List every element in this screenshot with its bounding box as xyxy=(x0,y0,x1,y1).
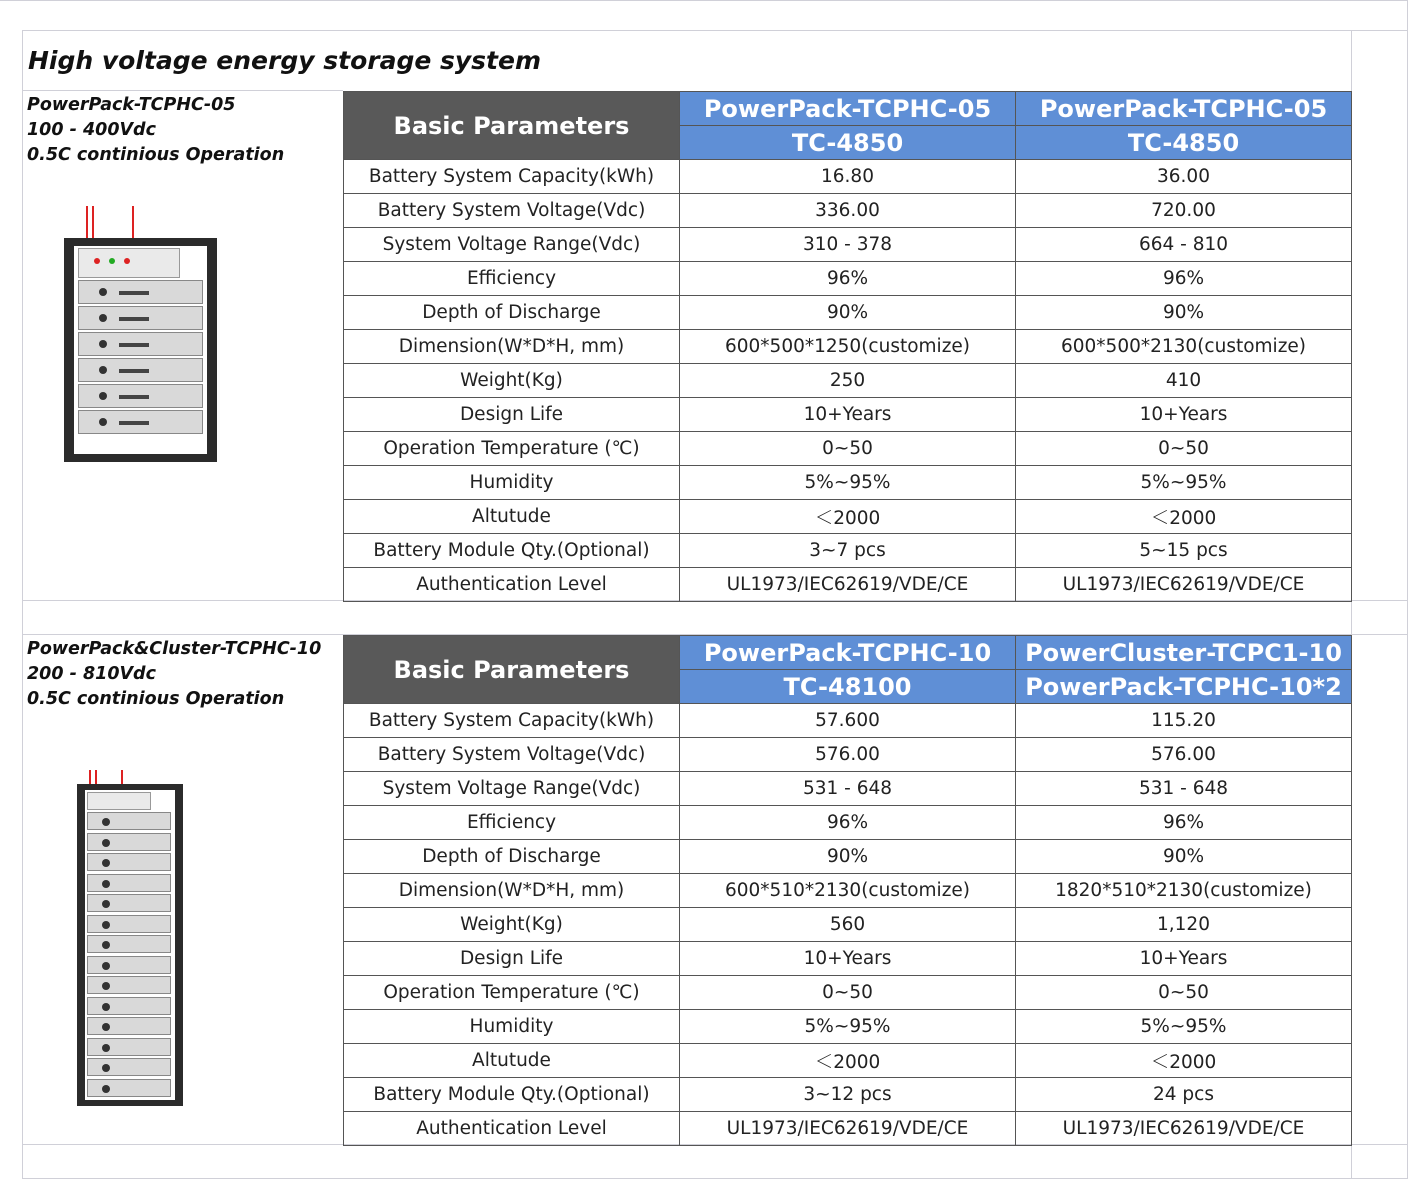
battery-module xyxy=(87,853,171,871)
parameter-label: Efficiency xyxy=(344,806,680,840)
battery-module xyxy=(87,956,171,974)
battery-module xyxy=(87,894,171,912)
parameter-value: UL1973/IEC62619/VDE/CE xyxy=(1016,1112,1352,1146)
parameter-value: 576.00 xyxy=(680,738,1016,772)
indicator-light xyxy=(94,258,100,264)
parameter-value: ＜2000 xyxy=(680,500,1016,534)
battery-rack-image xyxy=(64,206,219,466)
parameter-label: Dimension(W*D*H, mm) xyxy=(344,330,680,364)
parameter-label: Operation Temperature (℃) xyxy=(344,976,680,1010)
parameter-value: 5%~95% xyxy=(680,1010,1016,1044)
parameter-label: Authentication Level xyxy=(344,568,680,602)
parameter-value: 10+Years xyxy=(680,942,1016,976)
indicator-light xyxy=(124,258,130,264)
parameter-value: ＜2000 xyxy=(680,1044,1016,1078)
parameter-value: 36.00 xyxy=(1016,160,1352,194)
parameter-value: 336.00 xyxy=(680,194,1016,228)
battery-module xyxy=(87,997,171,1015)
battery-module xyxy=(78,306,203,330)
rack-beam xyxy=(64,454,217,462)
table-row xyxy=(344,806,1352,840)
battery-module xyxy=(87,874,171,892)
parameter-value: 57.600 xyxy=(680,704,1016,738)
table-row xyxy=(344,568,1352,602)
battery-module xyxy=(78,384,203,408)
product-name: PowerPack&Cluster-TCPHC-10 xyxy=(27,639,322,659)
parameter-value: 5~15 pcs xyxy=(1016,534,1352,568)
battery-rack-image xyxy=(77,770,187,1110)
parameter-label: System Voltage Range(Vdc) xyxy=(344,772,680,806)
parameter-label: Battery Module Qty.(Optional) xyxy=(344,534,680,568)
parameter-label: Authentication Level xyxy=(344,1112,680,1146)
table-row xyxy=(344,296,1352,330)
table-row xyxy=(344,398,1352,432)
product-name: PowerPack-TCPHC-05 xyxy=(27,95,236,115)
parameter-label: Operation Temperature (℃) xyxy=(344,432,680,466)
parameter-value: 5%~95% xyxy=(1016,466,1352,500)
parameter-value: 90% xyxy=(1016,296,1352,330)
cable xyxy=(132,206,134,238)
product-voltage: 200 - 810Vdc xyxy=(27,664,156,684)
parameter-label: Battery System Voltage(Vdc) xyxy=(344,194,680,228)
indicator-light xyxy=(109,258,115,264)
parameter-value: 5%~95% xyxy=(680,466,1016,500)
parameter-value: 600*500*1250(customize) xyxy=(680,330,1016,364)
parameter-value: ＜2000 xyxy=(1016,500,1352,534)
parameter-label: Battery Module Qty.(Optional) xyxy=(344,1078,680,1112)
battery-module xyxy=(87,1017,171,1035)
parameter-label: Altutude xyxy=(344,500,680,534)
rack-post xyxy=(64,238,74,462)
table-row xyxy=(344,194,1352,228)
parameter-value: 24 pcs xyxy=(1016,1078,1352,1112)
parameter-value: ＜2000 xyxy=(1016,1044,1352,1078)
section-tcphc-05 xyxy=(22,91,1352,601)
table-row xyxy=(344,840,1352,874)
parameter-value: 10+Years xyxy=(680,398,1016,432)
product-operation: 0.5C continious Operation xyxy=(27,689,285,709)
rack-beam xyxy=(77,784,183,790)
table-row xyxy=(344,908,1352,942)
parameter-value: 16.80 xyxy=(680,160,1016,194)
model-subheader: PowerPack-TCPHC-10*2 xyxy=(1016,670,1352,704)
page-title: High voltage energy storage system xyxy=(28,46,542,75)
parameter-value: 410 xyxy=(1016,364,1352,398)
parameter-label: Depth of Discharge xyxy=(344,840,680,874)
parameter-value: 3~7 pcs xyxy=(680,534,1016,568)
table-row xyxy=(344,330,1352,364)
table-row xyxy=(344,942,1352,976)
parameter-value: 0~50 xyxy=(680,976,1016,1010)
basic-parameters-header: Basic Parameters xyxy=(344,636,680,704)
model-header: PowerCluster-TCPC1-10 xyxy=(1016,636,1352,670)
parameter-value: UL1973/IEC62619/VDE/CE xyxy=(680,1112,1016,1146)
parameter-value: 250 xyxy=(680,364,1016,398)
parameter-value: 10+Years xyxy=(1016,398,1352,432)
parameter-value: 720.00 xyxy=(1016,194,1352,228)
parameter-value: 96% xyxy=(1016,806,1352,840)
parameter-value: 576.00 xyxy=(1016,738,1352,772)
parameter-value: 0~50 xyxy=(1016,976,1352,1010)
parameter-label: Dimension(W*D*H, mm) xyxy=(344,874,680,908)
table-row xyxy=(344,1112,1352,1146)
battery-module xyxy=(78,410,203,434)
product-summary xyxy=(27,637,321,712)
product-voltage: 100 - 400Vdc xyxy=(27,120,156,140)
table-row xyxy=(344,874,1352,908)
table-row xyxy=(344,772,1352,806)
parameter-value: 3~12 pcs xyxy=(680,1078,1016,1112)
model-subheader: TC-48100 xyxy=(680,670,1016,704)
parameter-label: Efficiency xyxy=(344,262,680,296)
table-row xyxy=(344,976,1352,1010)
battery-module xyxy=(87,1079,171,1097)
parameter-value: 96% xyxy=(1016,262,1352,296)
battery-module xyxy=(87,1058,171,1076)
spec-table xyxy=(343,91,1352,602)
parameter-label: Battery System Capacity(kWh) xyxy=(344,704,680,738)
battery-module xyxy=(78,332,203,356)
rack-beam xyxy=(77,1100,183,1106)
battery-module xyxy=(87,833,171,851)
parameter-value: 1,120 xyxy=(1016,908,1352,942)
cable xyxy=(86,206,88,238)
parameter-label: Humidity xyxy=(344,1010,680,1044)
parameter-label: Design Life xyxy=(344,398,680,432)
parameter-label: Battery System Capacity(kWh) xyxy=(344,160,680,194)
parameter-label: Depth of Discharge xyxy=(344,296,680,330)
table-row xyxy=(344,534,1352,568)
battery-module xyxy=(87,812,171,830)
parameter-value: 600*510*2130(customize) xyxy=(680,874,1016,908)
grid-line xyxy=(22,30,1408,31)
parameter-value: 90% xyxy=(680,296,1016,330)
parameter-label: Altutude xyxy=(344,1044,680,1078)
rack-beam xyxy=(64,238,217,246)
parameter-value: UL1973/IEC62619/VDE/CE xyxy=(1016,568,1352,602)
parameter-label: Design Life xyxy=(344,942,680,976)
battery-module xyxy=(78,358,203,382)
battery-module xyxy=(87,1038,171,1056)
table-row xyxy=(344,228,1352,262)
basic-parameters-header: Basic Parameters xyxy=(344,92,680,160)
parameter-value: UL1973/IEC62619/VDE/CE xyxy=(680,568,1016,602)
rack-post xyxy=(175,784,183,1106)
control-box xyxy=(87,792,151,810)
parameter-label: Battery System Voltage(Vdc) xyxy=(344,738,680,772)
parameter-value: 310 - 378 xyxy=(680,228,1016,262)
parameter-value: 90% xyxy=(1016,840,1352,874)
parameter-value: 1820*510*2130(customize) xyxy=(1016,874,1352,908)
product-operation: 0.5C continious Operation xyxy=(27,145,285,165)
cable xyxy=(92,206,94,238)
battery-module xyxy=(87,915,171,933)
spec-table xyxy=(343,635,1352,1146)
table-row xyxy=(344,738,1352,772)
table-row xyxy=(344,500,1352,534)
parameter-value: 600*500*2130(customize) xyxy=(1016,330,1352,364)
parameter-value: 0~50 xyxy=(680,432,1016,466)
parameter-value: 96% xyxy=(680,262,1016,296)
table-row xyxy=(344,1044,1352,1078)
parameter-value: 560 xyxy=(680,908,1016,942)
table-row xyxy=(344,432,1352,466)
parameter-value: 531 - 648 xyxy=(680,772,1016,806)
model-subheader: TC-4850 xyxy=(680,126,1016,160)
rack-post xyxy=(77,784,85,1106)
table-row xyxy=(344,160,1352,194)
table-row xyxy=(344,364,1352,398)
model-subheader: TC-4850 xyxy=(1016,126,1352,160)
model-header: PowerPack-TCPHC-10 xyxy=(680,636,1016,670)
battery-module xyxy=(78,280,203,304)
parameter-value: 0~50 xyxy=(1016,432,1352,466)
table-row xyxy=(344,1010,1352,1044)
grid-line xyxy=(0,0,1408,1)
rack-post xyxy=(207,238,217,462)
table-row xyxy=(344,466,1352,500)
model-header: PowerPack-TCPHC-05 xyxy=(1016,92,1352,126)
product-summary xyxy=(27,93,284,168)
parameter-label: Weight(Kg) xyxy=(344,908,680,942)
table-row xyxy=(344,262,1352,296)
parameter-value: 115.20 xyxy=(1016,704,1352,738)
parameter-value: 5%~95% xyxy=(1016,1010,1352,1044)
parameter-value: 90% xyxy=(680,840,1016,874)
parameter-value: 10+Years xyxy=(1016,942,1352,976)
table-row xyxy=(344,704,1352,738)
parameter-label: Weight(Kg) xyxy=(344,364,680,398)
battery-module xyxy=(87,976,171,994)
parameter-label: Humidity xyxy=(344,466,680,500)
battery-module xyxy=(87,935,171,953)
parameter-value: 664 - 810 xyxy=(1016,228,1352,262)
parameter-value: 531 - 648 xyxy=(1016,772,1352,806)
table-row xyxy=(344,1078,1352,1112)
parameter-value: 96% xyxy=(680,806,1016,840)
model-header: PowerPack-TCPHC-05 xyxy=(680,92,1016,126)
parameter-label: System Voltage Range(Vdc) xyxy=(344,228,680,262)
section-tcphc-10 xyxy=(22,635,1352,1145)
